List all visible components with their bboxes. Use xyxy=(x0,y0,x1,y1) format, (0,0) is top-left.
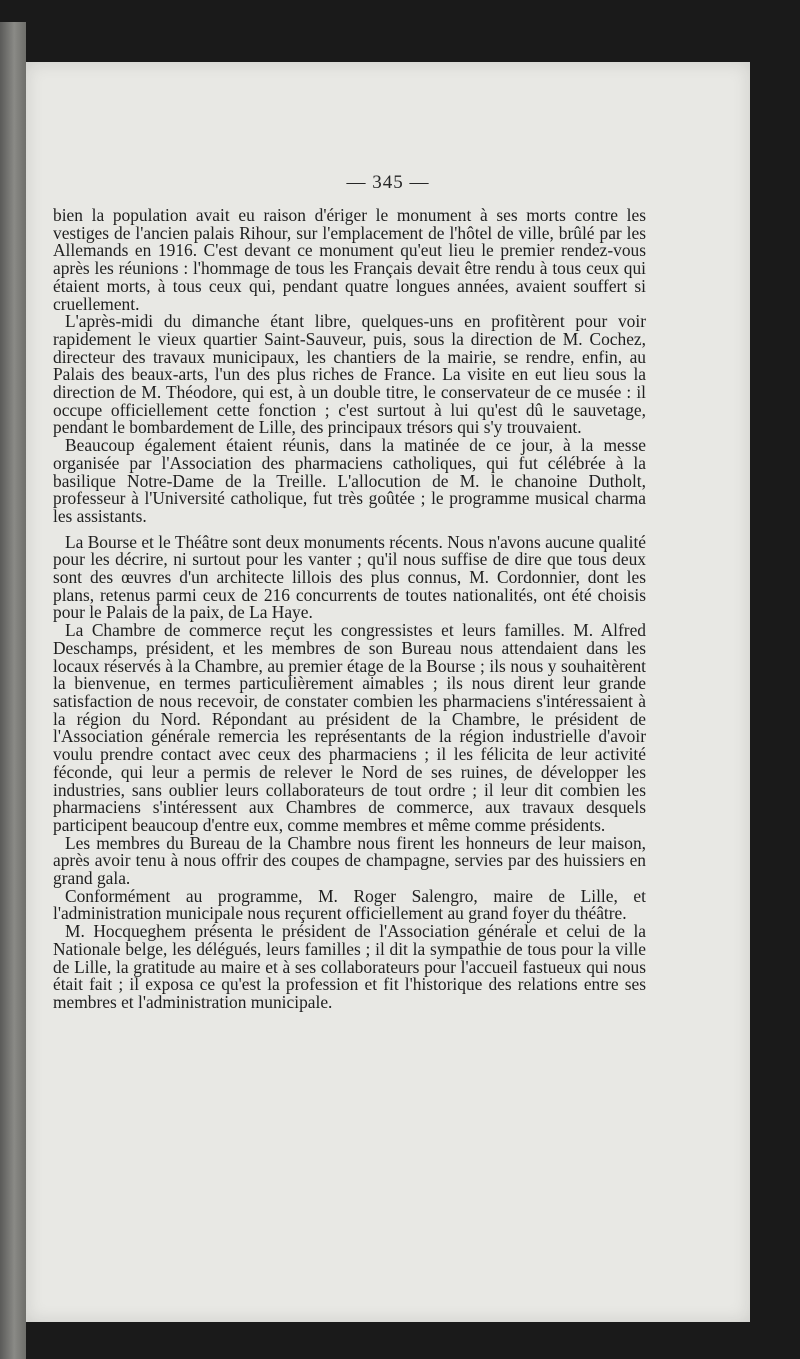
paragraph: La Bourse et le Théâtre sont deux monuments récents. Nous n'avons aucune qualité pour les décrire, ni surtout pour les vanter ; qu'il nous suffise de dire que tous deux sont des œuvres d'un architecte lillois des plus connus, M. Cordonnier, dont les plans, retenus parmi ceux de 216 concurrents de toutes nationalités, ont été choisis pour le Palais de la paix, de La Haye. xyxy=(53,531,646,623)
body-text xyxy=(53,207,646,1012)
book-binding-edge xyxy=(0,22,26,1359)
book-page xyxy=(26,62,750,1322)
page-number: — 345 — xyxy=(346,172,430,193)
paragraph: bien la population avait eu raison d'ériger le monument à ses morts contre les vestiges de l'ancien palais Rihour, sur l'emplacement de l'hôtel de ville, brûlé par les Allemands en 1916. C'est devant ce monument qu'eut lieu le premier rendez-vous après les réunions : l'hommage de tous les Français devait être rendu à tous ceux qui étaient morts, à tous ceux qui, pendant quatre longues années, avaient souffert si cruellement. xyxy=(53,205,646,314)
paragraph: M. Hocqueghem présenta le président de l'Association générale et celui de la Nationale belge, les délégués, leurs familles ; il dit la sympathie de tous pour la ville de Lille, la gratitude au maire et à ses collaborateurs pour l'accueil fastueux qui nous était fait ; il exposa ce qu'est la profession et fit l'historique des relations entre ses membres et l'administration municipale. xyxy=(53,921,646,1012)
paragraph: L'après-midi du dimanche étant libre, quelques-uns en profitèrent pour voir rapidement le vieux quartier Saint-Sauveur, puis, sous la direction de M. Cochez, directeur des travaux municipaux, les chantiers de la mairie, se rendre, enfin, au Palais des beaux-arts, l'un des plus riches de France. La visite en eut lieu sous la direction de M. Théodore, qui est, à un double titre, le conservateur de ce musée : il occupe officiellement cette fonction ; c'est surtout à lui qu'est dû le sauvetage, pendant le bombardement de Lille, des principaux trésors qui s'y trouvaient. xyxy=(53,311,646,438)
paragraph: Les membres du Bureau de la Chambre nous firent les honneurs de leur maison, après avoir tenu à nous offrir des coupes de champagne, servies par des huissiers en grand gala. xyxy=(53,832,646,889)
paragraph: La Chambre de commerce reçut les congressistes et leurs familles. M. Alfred Deschamps, président, et les membres de son Bureau nous attendaient dans les locaux réservés à la Chambre, au premier étage de la Bourse ; ils nous y souhaitèrent la bienvenue, en termes particulièrement aimables ; ils nous dirent leur grande satisfaction de nous recevoir, de constater combien les pharmaciens s'intéressaient à la région du Nord. Répondant au président de la Chambre, le président de l'Association générale remercia les représentants de la région industrielle d'avoir voulu prendre contact avec ceux des pharmaciens ; il les félicita de leur activité féconde, qui leur a permis de relever le Nord de ses ruines, de développer les industries, sans oublier leurs collaborateurs de tout ordre ; il leur dit combien les pharmaciens s'intéressent aux Chambres de commerce, aux travaux desquels participent beaucoup d'entre eux, comme membres et même comme présidents. xyxy=(53,620,646,835)
paragraph: Conformément au programme, M. Roger Salengro, maire de Lille, et l'administration municipale nous reçurent officiellement au grand foyer du théâtre. xyxy=(53,885,646,924)
paragraph: Beaucoup également étaient réunis, dans la matinée de ce jour, à la messe organisée par l'Association des pharmaciens catholiques, qui fut célébrée à la basilique Notre-Dame de la Treille. L'allocution de M. le chanoine Dutholt, professeur à l'Université catholique, fut très goûtée ; le programme musical charma les assistants. xyxy=(53,435,646,526)
